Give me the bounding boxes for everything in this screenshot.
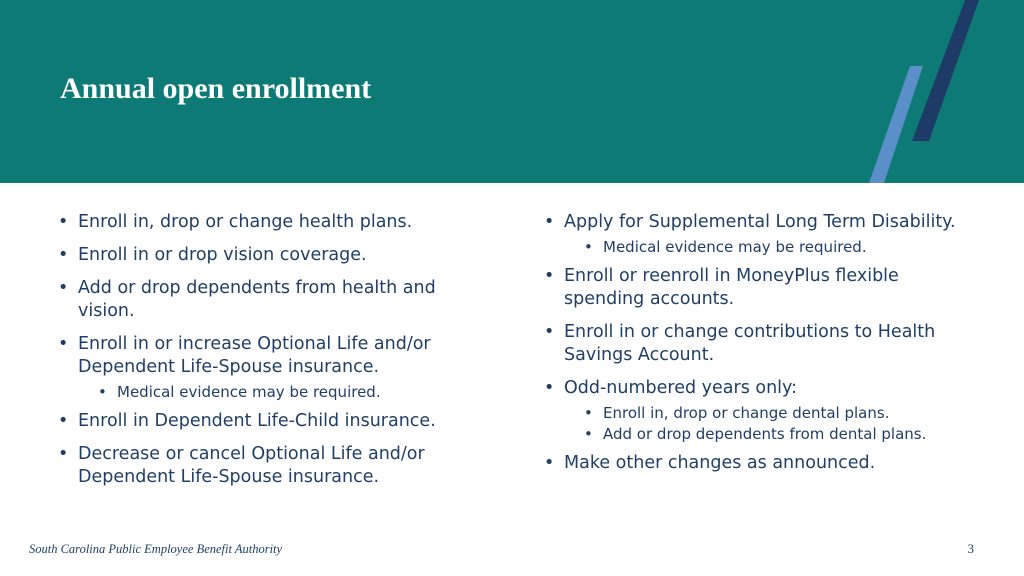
bullet-item: • Make other changes as announced. bbox=[542, 452, 982, 475]
footer-organization: South Carolina Public Employee Benefit Authority bbox=[29, 542, 283, 556]
left-bullet-column bbox=[56, 211, 476, 499]
sub-bullet-item: • Medical evidence may be required. bbox=[56, 382, 476, 403]
bullet-item: • Enroll in or increase Optional Life and/or Dependent Life-Spouse insurance. bbox=[56, 333, 476, 379]
sub-bullet-item: • Medical evidence may be required. bbox=[542, 237, 982, 258]
bullet-item: • Enroll or reenroll in MoneyPlus flexible spending accounts. bbox=[542, 265, 982, 311]
right-bullet-list bbox=[542, 211, 982, 475]
page-number: 3 bbox=[967, 541, 974, 556]
bullet-item: • Enroll in Dependent Life-Child insurance. bbox=[56, 410, 476, 433]
left-bullet-list bbox=[56, 211, 476, 489]
bullet-item: • Apply for Supplemental Long Term Disability. bbox=[542, 211, 982, 234]
right-bullet-column bbox=[542, 211, 982, 485]
bullet-item: • Add or drop dependents from health and vision. bbox=[56, 277, 476, 323]
bullet-item: • Enroll in or change contributions to Health Savings Account. bbox=[542, 321, 982, 367]
sub-bullet-item: • Enroll in, drop or change dental plans. bbox=[542, 403, 982, 424]
title-banner bbox=[0, 0, 1024, 183]
bullet-item: • Enroll in or drop vision coverage. bbox=[56, 244, 476, 267]
bullet-item: • Decrease or cancel Optional Life and/or Dependent Life-Spouse insurance. bbox=[56, 443, 476, 489]
bullet-item: • Enroll in, drop or change health plans. bbox=[56, 211, 476, 234]
stripe-light bbox=[869, 66, 923, 183]
sub-bullet-item: • Add or drop dependents from dental plans. bbox=[542, 424, 982, 445]
stripe-dark bbox=[912, 0, 979, 141]
bullet-item: • Odd-numbered years only: bbox=[542, 377, 982, 400]
slide-title: Annual open enrollment bbox=[60, 72, 372, 105]
